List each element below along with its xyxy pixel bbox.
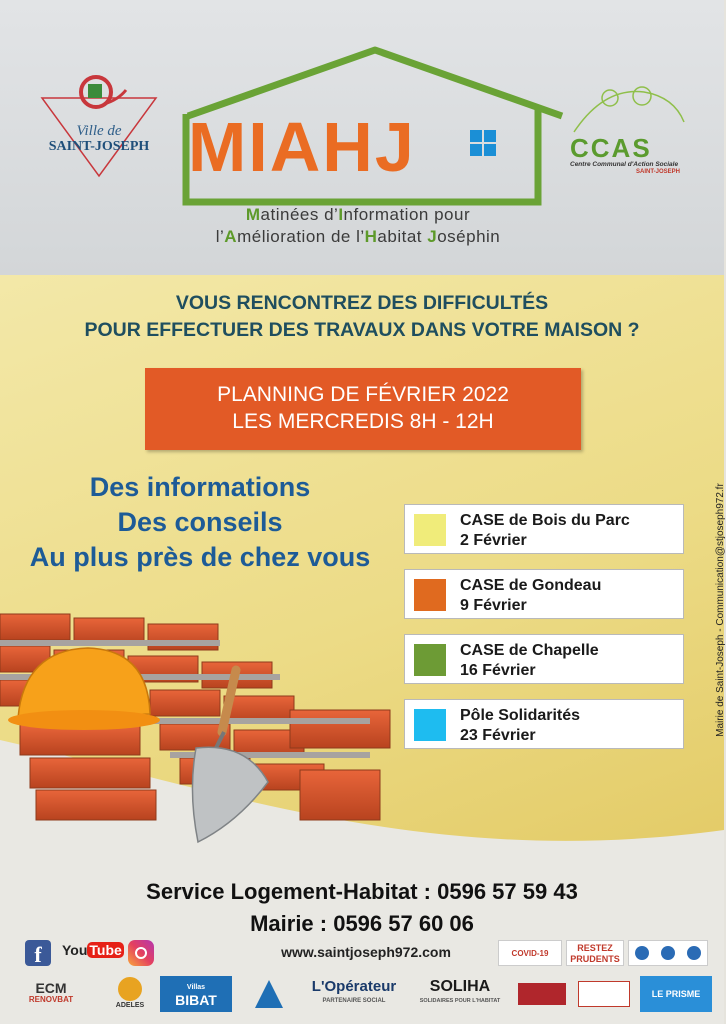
text-osephin: oséphin [437, 227, 501, 246]
covid-gesture-icons [628, 940, 708, 966]
instagram-icon[interactable] [128, 940, 154, 966]
letter-h: H [364, 227, 378, 246]
partner-soliha-name: SOLIHA [429, 978, 491, 995]
planning-line2: LES MERCREDIS 8H - 12H [232, 410, 494, 433]
text-melioration: mélioration de l’ [237, 227, 365, 246]
planning-box [145, 368, 581, 450]
city-name-line1: Ville de [76, 123, 122, 139]
text-abitat: abitat [377, 227, 428, 246]
session-text [460, 576, 601, 616]
partner-operateur-sub: PARTENAIRE SOCIAL [322, 998, 386, 1004]
session-color-swatch [414, 579, 446, 611]
adeles-icon [118, 977, 142, 1001]
letter-j: J [427, 227, 438, 246]
session-color-swatch [414, 514, 446, 546]
ccas-full-name: Centre Communal d'Action Sociale [570, 161, 679, 168]
martinique-icon [255, 980, 283, 1008]
partner-operateur-logo [306, 976, 402, 1012]
city-name [40, 123, 158, 155]
youtube-tube: Tube [89, 942, 122, 958]
brand-subtitle-line1 [188, 204, 528, 226]
brand-title: MIAHJ [188, 108, 416, 186]
session-place: CASE de Chapelle [460, 642, 599, 659]
partner-operateur-name: L'Opérateur [311, 978, 397, 995]
text-l: l’ [215, 227, 225, 246]
partner-logos [10, 976, 714, 1012]
partner-ecm-name: ECM [35, 980, 67, 996]
ccas-city: SAINT-JOSEPH [635, 169, 680, 175]
partner-adeles-logo [110, 976, 150, 1012]
letter-a: A [224, 227, 238, 246]
partner-bibat-villas: Villas [186, 984, 206, 991]
facebook-icon[interactable]: f [25, 940, 51, 966]
covid-label: COVID-19 [498, 940, 562, 966]
info-line: Des informations [89, 472, 311, 502]
side-credit-text: Mairie de Saint-Joseph - Communication@stjoseph972.fr [715, 483, 726, 737]
session-place: CASE de Gondeau [460, 577, 602, 594]
partner-logo-red [514, 976, 570, 1012]
info-lines [10, 470, 390, 575]
session-color-swatch [414, 709, 446, 741]
partner-logo-card [576, 976, 632, 1012]
session-item [404, 569, 684, 619]
text-nformation: nformation pour [343, 205, 471, 224]
ccas-logo [570, 135, 690, 175]
side-credit [702, 465, 726, 755]
youtube-you: You [62, 942, 88, 958]
mask-icon [635, 946, 649, 960]
session-item [404, 634, 684, 684]
session-place: Pôle Solidarités [460, 707, 581, 724]
website-link[interactable]: www.saintjoseph972.com [281, 944, 451, 960]
session-item [404, 699, 684, 749]
city-name-line2: SAINT-JOSEPH [48, 139, 150, 154]
covid-banner [498, 940, 708, 966]
partner-bibat-logo [160, 976, 232, 1012]
partner-red-badge [518, 983, 566, 1005]
question-line1: VOUS RENCONTREZ DES DIFFICULTÉS [175, 292, 549, 314]
ccas-acronym: CCAS [570, 133, 652, 163]
session-text [460, 706, 580, 746]
session-text [460, 641, 599, 681]
bricks-helmet-trowel-illustration [0, 600, 400, 860]
session-item [404, 504, 684, 554]
phone-mairie: Mairie : 0596 57 60 06 [250, 911, 474, 936]
partner-ecm-sub: RENOVBAT [28, 995, 74, 1004]
covid-slogan-line2: PRUDENTS [570, 954, 620, 964]
distance-icon [661, 946, 675, 960]
info-line: Au plus près de chez vous [29, 542, 371, 572]
letter-i: I [338, 205, 344, 224]
partner-soliha-logo [412, 976, 508, 1012]
question-line2: POUR EFFECTUER DES TRAVAUX DANS VOTRE MAISON ? [84, 319, 640, 341]
covid-slogan [566, 940, 624, 966]
letter-m: M [245, 205, 261, 224]
partner-card-badge [578, 981, 630, 1007]
brand-subtitle-line2 [188, 226, 528, 248]
brand-subtitle [188, 204, 528, 248]
phone-service-logement: Service Logement-Habitat : 0596 57 59 43 [146, 879, 578, 904]
partner-prisme-logo: LE PRISME [640, 976, 712, 1012]
session-date: 2 Février [460, 532, 527, 549]
text-atinees: atinées d’ [260, 205, 339, 224]
planning-line1: PLANNING DE FÉVRIER 2022 [217, 383, 509, 406]
question-heading [20, 290, 704, 344]
handwash-icon [687, 946, 701, 960]
partner-adeles-name: ADELES [115, 1002, 145, 1009]
session-place: CASE de Bois du Parc [460, 512, 630, 529]
session-text [460, 511, 630, 551]
covid-slogan-line1: RESTEZ [577, 943, 613, 953]
session-date: 16 Février [460, 662, 536, 679]
session-date: 9 Février [460, 597, 527, 614]
session-color-swatch [414, 644, 446, 676]
partner-soliha-sub: SOLIDAIRES POUR L'HABITAT [419, 998, 501, 1004]
partner-martinique-logo [246, 976, 292, 1012]
info-line: Des conseils [117, 507, 283, 537]
session-date: 23 Février [460, 727, 536, 744]
youtube-icon[interactable] [62, 942, 122, 964]
partner-bibat-name: BIBAT [175, 992, 217, 1008]
partner-ecm-logo [10, 976, 92, 1012]
